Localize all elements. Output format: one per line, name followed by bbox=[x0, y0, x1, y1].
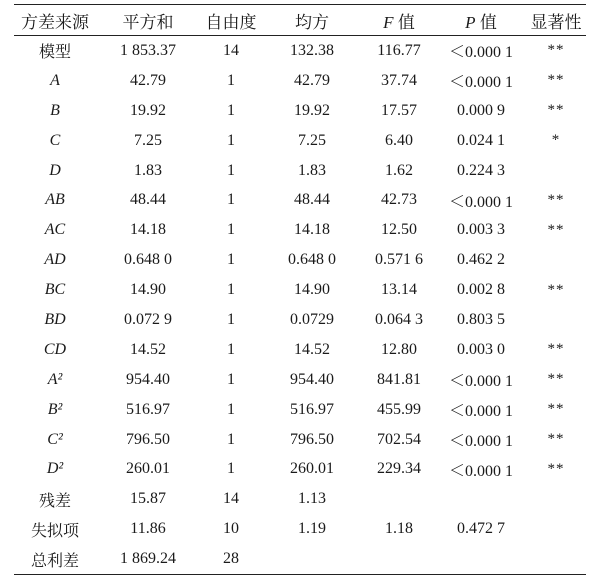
cell-degrees-of-freedom: 14 bbox=[223, 41, 239, 59]
cell-mean-square: 14.18 bbox=[294, 221, 330, 239]
cell-sum-of-squares: 14.90 bbox=[130, 281, 166, 299]
table-row bbox=[14, 275, 586, 305]
cell-degrees-of-freedom: 1 bbox=[227, 340, 235, 358]
cell-sum-of-squares: 14.18 bbox=[130, 221, 166, 239]
cell-f-value: 42.73 bbox=[381, 191, 417, 209]
cell-mean-square: 796.50 bbox=[290, 430, 334, 448]
cell-sum-of-squares: 260.01 bbox=[126, 460, 170, 478]
cell-sum-of-squares: 0.072 9 bbox=[124, 310, 172, 328]
cell-degrees-of-freedom: 1 bbox=[227, 101, 235, 119]
table-row bbox=[14, 245, 586, 275]
cell-mean-square: 260.01 bbox=[290, 460, 334, 478]
cell-mean-square: 48.44 bbox=[294, 191, 330, 209]
cell-degrees-of-freedom: 1 bbox=[227, 131, 235, 149]
cell-sum-of-squares: 1 853.37 bbox=[120, 41, 176, 59]
table-row bbox=[14, 395, 586, 425]
cell-p-value: 0.224 3 bbox=[457, 161, 505, 179]
cell-f-value: 702.54 bbox=[377, 430, 421, 448]
cell-significance: ** bbox=[547, 102, 565, 119]
cell-p-value: 0.803 5 bbox=[457, 310, 505, 328]
cell-significance bbox=[526, 484, 586, 514]
cell-f-value: 1.18 bbox=[385, 520, 413, 538]
header-f-value: F 值 bbox=[362, 5, 436, 36]
table-row bbox=[14, 156, 586, 186]
cell-f-value: 37.74 bbox=[381, 71, 417, 89]
cell-degrees-of-freedom: 1 bbox=[227, 161, 235, 179]
cell-significance: ** bbox=[547, 431, 565, 448]
cell-f-value: 841.81 bbox=[377, 370, 421, 388]
header-degrees-of-freedom: 自由度 bbox=[200, 5, 262, 36]
table-row bbox=[14, 484, 586, 514]
cell-source: D bbox=[49, 161, 61, 179]
cell-source: C bbox=[49, 131, 61, 149]
cell-degrees-of-freedom: 1 bbox=[227, 71, 235, 89]
header-sum-of-squares: 平方和 bbox=[96, 5, 200, 36]
cell-source: A² bbox=[47, 370, 63, 388]
cell-significance: ** bbox=[547, 341, 565, 358]
cell-sum-of-squares: 14.52 bbox=[130, 340, 166, 358]
cell-significance: ** bbox=[547, 72, 565, 89]
header-significance: 显著性 bbox=[526, 5, 586, 36]
cell-degrees-of-freedom: 1 bbox=[227, 430, 235, 448]
anova-table bbox=[14, 4, 586, 575]
table-row bbox=[14, 425, 586, 455]
table-row bbox=[14, 96, 586, 126]
cell-source: 失拟项 bbox=[30, 522, 79, 540]
cell-degrees-of-freedom: 1 bbox=[227, 460, 235, 478]
cell-degrees-of-freedom: 1 bbox=[227, 221, 235, 239]
cell-degrees-of-freedom: 1 bbox=[227, 191, 235, 209]
cell-source: AC bbox=[44, 221, 66, 239]
cell-source: 残差 bbox=[38, 492, 71, 510]
table-row bbox=[14, 305, 586, 335]
cell-source: BD bbox=[44, 310, 66, 328]
cell-mean-square: 132.38 bbox=[290, 41, 334, 59]
cell-significance bbox=[526, 305, 586, 335]
cell-f-value bbox=[362, 484, 436, 514]
cell-f-value: 229.34 bbox=[377, 460, 421, 478]
cell-p-value: ＜0.000 1 bbox=[448, 193, 513, 211]
table-row bbox=[14, 66, 586, 96]
cell-p-value: 0.002 8 bbox=[457, 281, 505, 299]
cell-degrees-of-freedom: 1 bbox=[227, 370, 235, 388]
table-row bbox=[14, 514, 586, 544]
cell-mean-square: 42.79 bbox=[294, 71, 330, 89]
cell-p-value: ＜0.000 1 bbox=[448, 462, 513, 480]
cell-f-value: 6.40 bbox=[385, 131, 413, 149]
table-header bbox=[14, 5, 586, 36]
cell-p-value: 0.003 3 bbox=[457, 221, 505, 239]
cell-p-value: 0.462 2 bbox=[457, 251, 505, 269]
header-row bbox=[14, 5, 586, 36]
cell-p-value: 0.024 1 bbox=[457, 131, 505, 149]
cell-significance: ** bbox=[547, 42, 565, 59]
cell-degrees-of-freedom: 28 bbox=[200, 544, 262, 574]
anova-table-container bbox=[14, 4, 586, 575]
cell-source: C² bbox=[47, 430, 63, 448]
cell-p-value: ＜0.000 1 bbox=[448, 74, 513, 92]
cell-degrees-of-freedom: 10 bbox=[223, 520, 239, 538]
table-row bbox=[14, 36, 586, 66]
cell-mean-square: 14.52 bbox=[294, 340, 330, 358]
header-mean-square: 均方 bbox=[262, 5, 362, 36]
cell-mean-square bbox=[262, 544, 362, 574]
cell-mean-square: 954.40 bbox=[290, 370, 334, 388]
cell-significance: ** bbox=[547, 281, 565, 298]
cell-mean-square: 0.0729 bbox=[290, 310, 334, 328]
cell-significance: ** bbox=[547, 460, 565, 477]
cell-sum-of-squares: 48.44 bbox=[130, 191, 166, 209]
cell-significance bbox=[526, 514, 586, 544]
cell-mean-square: 14.90 bbox=[294, 281, 330, 299]
cell-sum-of-squares: 15.87 bbox=[130, 490, 166, 508]
cell-f-value: 0.064 3 bbox=[375, 310, 423, 328]
cell-source: AB bbox=[45, 191, 65, 209]
cell-sum-of-squares: 1.83 bbox=[134, 161, 162, 179]
cell-source: A bbox=[50, 71, 60, 89]
cell-sum-of-squares: 19.92 bbox=[130, 101, 166, 119]
cell-f-value: 116.77 bbox=[377, 41, 421, 59]
cell-mean-square: 0.648 0 bbox=[288, 251, 336, 269]
cell-degrees-of-freedom: 1 bbox=[227, 400, 235, 418]
table-row bbox=[14, 126, 586, 156]
cell-p-value: ＜0.000 1 bbox=[448, 403, 513, 421]
cell-significance bbox=[526, 156, 586, 186]
cell-mean-square: 7.25 bbox=[298, 131, 326, 149]
cell-p-value: 0.000 9 bbox=[457, 101, 505, 119]
cell-degrees-of-freedom: 1 bbox=[227, 281, 235, 299]
cell-source: 模型 bbox=[38, 44, 71, 62]
cell-source: B bbox=[50, 101, 60, 119]
cell-p-value bbox=[436, 544, 526, 574]
cell-sum-of-squares: 954.40 bbox=[126, 370, 170, 388]
cell-source: B² bbox=[47, 400, 63, 418]
cell-sum-of-squares: 11.86 bbox=[130, 520, 166, 538]
cell-significance bbox=[526, 544, 586, 574]
table-row bbox=[14, 365, 586, 395]
cell-significance: * bbox=[551, 132, 561, 149]
cell-source: CD bbox=[43, 340, 67, 358]
cell-f-value: 13.14 bbox=[381, 281, 417, 299]
cell-significance: ** bbox=[547, 191, 565, 208]
cell-sum-of-squares: 0.648 0 bbox=[124, 251, 172, 269]
cell-f-value: 12.80 bbox=[381, 340, 417, 358]
table-row bbox=[14, 215, 586, 245]
cell-source: BC bbox=[44, 281, 66, 299]
cell-degrees-of-freedom: 1 bbox=[227, 251, 235, 269]
cell-f-value bbox=[362, 544, 436, 574]
cell-significance: ** bbox=[547, 221, 565, 238]
table-body bbox=[14, 36, 586, 575]
table-row bbox=[14, 185, 586, 215]
cell-source: AD bbox=[44, 251, 66, 269]
cell-degrees-of-freedom: 1 bbox=[227, 310, 235, 328]
header-p-value: P 值 bbox=[436, 5, 526, 36]
table-row bbox=[14, 544, 586, 574]
cell-source: 总利差 bbox=[14, 544, 96, 574]
header-source: 方差来源 bbox=[14, 5, 96, 36]
cell-f-value: 12.50 bbox=[381, 221, 417, 239]
cell-mean-square: 1.19 bbox=[298, 520, 326, 538]
cell-sum-of-squares: 1 869.24 bbox=[96, 544, 200, 574]
cell-mean-square: 1.83 bbox=[298, 161, 326, 179]
cell-sum-of-squares: 7.25 bbox=[134, 131, 162, 149]
cell-significance: ** bbox=[547, 401, 565, 418]
cell-significance: ** bbox=[547, 371, 565, 388]
cell-sum-of-squares: 42.79 bbox=[130, 71, 166, 89]
cell-p-value: ＜0.000 1 bbox=[448, 433, 513, 451]
cell-mean-square: 516.97 bbox=[290, 400, 334, 418]
cell-f-value: 455.99 bbox=[377, 400, 421, 418]
cell-p-value: 0.003 0 bbox=[457, 340, 505, 358]
cell-f-value: 0.571 6 bbox=[375, 251, 423, 269]
cell-p-value bbox=[436, 484, 526, 514]
cell-p-value: ＜0.000 1 bbox=[448, 373, 513, 391]
table-row bbox=[14, 454, 586, 484]
cell-degrees-of-freedom: 14 bbox=[223, 490, 239, 508]
cell-p-value: ＜0.000 1 bbox=[448, 44, 513, 62]
cell-sum-of-squares: 796.50 bbox=[126, 430, 170, 448]
cell-source: D² bbox=[46, 460, 64, 478]
cell-sum-of-squares: 516.97 bbox=[126, 400, 170, 418]
cell-mean-square: 19.92 bbox=[294, 101, 330, 119]
cell-p-value: 0.472 7 bbox=[457, 520, 505, 538]
cell-f-value: 17.57 bbox=[381, 101, 417, 119]
cell-mean-square: 1.13 bbox=[298, 490, 326, 508]
table-row bbox=[14, 335, 586, 365]
cell-significance bbox=[526, 245, 586, 275]
cell-f-value: 1.62 bbox=[385, 161, 413, 179]
